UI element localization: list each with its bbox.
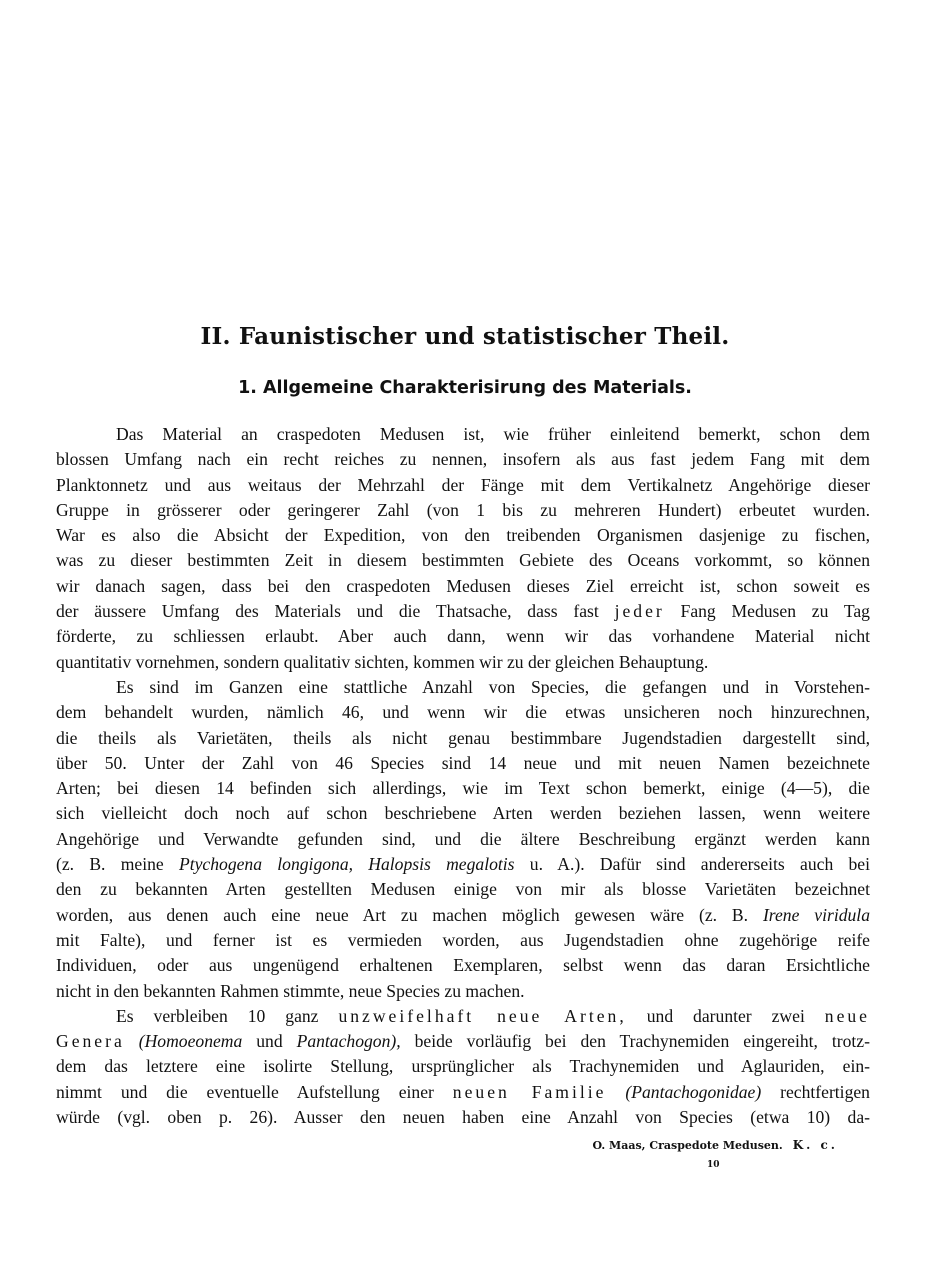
text-line bbox=[56, 852, 870, 877]
text-span: Es verbleiben 10 ganz bbox=[116, 1005, 319, 1026]
text-line: den zu bekannten Arten gestellten Medusen einige von mir als blosse Varietäten bezeichnet bbox=[56, 879, 870, 900]
species-name: Irene viridula bbox=[762, 904, 870, 925]
text-span: (z. B. meine bbox=[56, 854, 164, 875]
text-line: quantitativ vornehmen, sondern qualitativ sichten, kommen wir zu der gleichen Behauptung. bbox=[56, 651, 709, 672]
text-span: u. A.). Dafür sind andererseits auch bei bbox=[529, 854, 871, 875]
text-line: dem behandelt wurden, nämlich 46, und wenn wir die etwas unsicheren noch hinzurechnen, bbox=[56, 702, 870, 723]
text-line: Das Material an craspedoten Medusen ist, wie früher einleitend bemerkt, schon dem bbox=[116, 424, 870, 444]
text-span: und darunter zwei bbox=[646, 1005, 805, 1026]
text-line bbox=[56, 1080, 870, 1105]
section-title: 1. Allgemeine Charakterisirung des Materials. bbox=[238, 378, 692, 398]
text-line: was zu dieser bestimmten Zeit in diesem bestimmten Gebiete des Oceans vorkommt, so können bbox=[56, 550, 870, 571]
text-line bbox=[56, 599, 870, 624]
signature-line bbox=[592, 1138, 838, 1152]
text-span: beide vorläufig bei den Trachynemiden eingereiht, trotz- bbox=[414, 1031, 870, 1052]
chapter-title: II. Faunistischer und statistischer Theil. bbox=[200, 323, 730, 350]
text-span: Fang Medusen zu Tag bbox=[680, 601, 870, 622]
text-line: dem das letztere eine isolirte Stellung, ursprünglicher als Trachynemiden und Aglauriden, ein- bbox=[56, 1056, 870, 1077]
emphasis-spaced: neuen Familie bbox=[452, 1081, 607, 1102]
emphasis-spaced: neue bbox=[824, 1005, 870, 1026]
text-line: mit Falte), und ferner ist es vermieden worden, aus Jugendstadien ohne zugehörige reife bbox=[56, 929, 870, 950]
text-line bbox=[56, 1004, 870, 1029]
text-line: Planktonnetz und aus weitaus der Mehrzahl der Fänge mit dem Vertikalnetz Angehörige dieser bbox=[56, 474, 870, 495]
signature-mark: K. c. bbox=[792, 1138, 838, 1152]
emphasis-spaced: unzweifelhaft neue Arten, bbox=[338, 1005, 627, 1026]
text-line bbox=[56, 903, 870, 928]
text-line: nicht in den bekannten Rahmen stimmte, neue Species zu machen. bbox=[56, 980, 525, 1001]
text-line bbox=[56, 1029, 870, 1054]
emphasis-spaced: Genera bbox=[56, 1031, 125, 1052]
text-line: Arten; bei diesen 14 befinden sich allerdings, wie im Text schon bemerkt, einige (4—5), die bbox=[56, 778, 870, 799]
text-span: der äussere Umfang des Materials und die Thatsache, dass fast bbox=[56, 601, 599, 622]
text-line: Gruppe in grösserer oder geringerer Zahl (von 1 bis zu mehreren Hundert) erbeutet wurden. bbox=[56, 499, 870, 520]
text-line: würde (vgl. oben p. 26). Ausser den neuen haben eine Anzahl von Species (etwa 10) da- bbox=[56, 1107, 870, 1128]
emphasis-spaced: jeder bbox=[614, 601, 665, 622]
text-line: blossen Umfang nach ein recht reiches zu nennen, insofern als aus fast jedem Fang mit dem bbox=[56, 449, 870, 470]
text-span: und bbox=[256, 1031, 283, 1052]
signature-text: O. Maas, Craspedote Medusen. bbox=[592, 1139, 783, 1152]
text-line: wir danach sagen, dass bei den craspedoten Medusen dieses Ziel erreicht ist, schon soweit es bbox=[56, 575, 870, 596]
text-line: Individuen, oder aus ungenügend erhaltenen Exemplaren, selbst wenn das daran Ersichtliche bbox=[56, 955, 870, 976]
genus-name: Pantachogon), bbox=[296, 1031, 401, 1052]
genus-name: (Homoeonema bbox=[138, 1031, 243, 1052]
text-line: sich vielleicht doch noch auf schon beschriebene Arten werden beziehen lassen, wenn weitere bbox=[56, 803, 870, 824]
text-line: über 50. Unter der Zahl von 46 Species sind 14 neue und mit neuen Namen bezeichnete bbox=[56, 752, 870, 773]
text-line: die theils als Varietäten, theils als nicht genau bestimmbare Jugendstadien dargestellt sind, bbox=[56, 727, 870, 748]
text-line: War es also die Absicht der Expedition, von den treibenden Organismen dasjenige zu fischen, bbox=[56, 525, 870, 546]
text-line: förderte, zu schliessen erlaubt. Aber auch dann, wenn wir das vorhandene Material nicht bbox=[56, 626, 870, 647]
text-line: Es sind im Ganzen eine stattliche Anzahl von Species, die gefangen und in Vorstehen- bbox=[116, 676, 870, 697]
text-span: rechtfertigen bbox=[780, 1081, 870, 1102]
page-number: 10 bbox=[707, 1160, 720, 1170]
family-name: (Pantachogonidae) bbox=[625, 1081, 762, 1102]
text-span: nimmt und die eventuelle Aufstellung einer bbox=[56, 1081, 434, 1102]
text-span: worden, aus denen auch eine neue Art zu machen möglich gewesen wäre (z. B. bbox=[56, 904, 749, 925]
body-text bbox=[56, 422, 870, 1130]
text-line: Angehörige und Verwandte gefunden sind, und die ältere Beschreibung ergänzt werden kann bbox=[56, 828, 870, 849]
species-names: Ptychogena longigona, Halopsis megalotis bbox=[178, 854, 515, 875]
